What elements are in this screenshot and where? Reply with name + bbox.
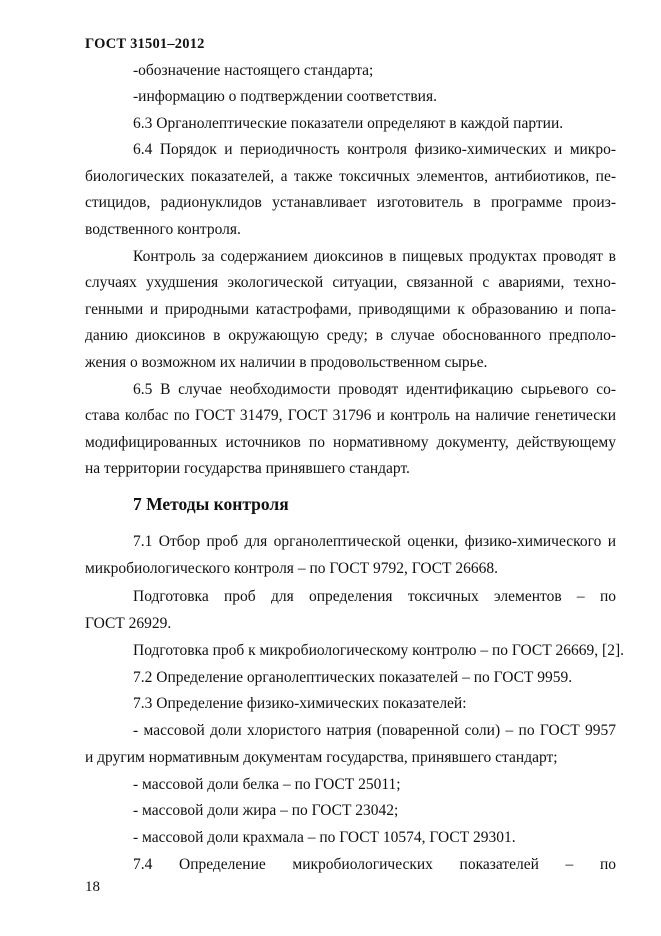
text-line: биологических показателей, а также токсичных элементов, антибиотиков, пе- <box>85 168 616 185</box>
text-line: става колбас по ГОСТ 31479, ГОСТ 31796 и контроль на наличие генетически <box>85 407 616 424</box>
text-line: Подготовка проб для определения токсичных элементов – по <box>133 588 616 605</box>
text-line: и другим нормативным документам государства, принявшего стандарт; <box>85 749 558 766</box>
text-line: 7.3 Определение физико-химических показателей: <box>133 695 467 712</box>
text-line: 6.3 Органолептические показатели определяют в каждой партии. <box>133 115 564 132</box>
text-line: - массовой доли жира – по ГОСТ 23042; <box>133 802 399 819</box>
text-line: 7.1 Отбор проб для органолептической оценки, физико-химического и <box>133 533 616 550</box>
text-line: случаях ухудшения экологической ситуации, связанной с авариями, техно- <box>85 274 616 291</box>
text-line: -информацию о подтверждении соответствия. <box>133 88 437 105</box>
text-line: микробиологического контроля – по ГОСТ 9792, ГОСТ 26668. <box>85 560 499 577</box>
page-number: 18 <box>85 879 100 895</box>
text-line: - массовой доли хлористого натрия (поваренной соли) – по ГОСТ 9957 <box>133 722 616 739</box>
text-line: жения о возможном их наличии в продовольственном сырье. <box>85 354 488 371</box>
text-line: стицидов, радионуклидов устанавливает изготовитель в программе произ- <box>85 194 616 211</box>
text-line: Контроль за содержанием диоксинов в пищевых продуктах проводят в <box>133 248 616 265</box>
text-line: 6.4 Порядок и периодичность контроля физико-химических и микро- <box>133 141 616 158</box>
text-line: Подготовка проб к микробиологическому контролю – по ГОСТ 26669, [2]. <box>133 642 624 659</box>
text-line: -обозначение настоящего стандарта; <box>133 62 374 79</box>
document-header: ГОСТ 31501–2012 <box>85 36 205 52</box>
text-line: данию диоксинов в окружающую среду; в случае обоснованного предполо- <box>85 327 616 344</box>
text-line: водственного контроля. <box>85 221 241 238</box>
text-line: ГОСТ 26929. <box>85 615 172 632</box>
text-line: 6.5 В случае необходимости проводят идентификацию сырьевого со- <box>133 381 616 398</box>
text-line: - массовой доли крахмала – по ГОСТ 10574, ГОСТ 29301. <box>133 829 516 846</box>
text-line: - массовой доли белка – по ГОСТ 25011; <box>133 776 401 793</box>
text-line: 7.4 Определение микробиологических показателей – по <box>133 856 616 873</box>
section-heading: 7 Методы контроля <box>133 494 289 514</box>
text-line: генными и природными катастрофами, приводящими к образованию и попа- <box>85 301 616 318</box>
text-line: модифицированных источников по нормативному документу, действующему <box>85 434 616 451</box>
text-line: на территории государства принявшего стандарт. <box>85 460 410 477</box>
text-line: 7.2 Определение органолептических показателей – по ГОСТ 9959. <box>133 669 573 686</box>
